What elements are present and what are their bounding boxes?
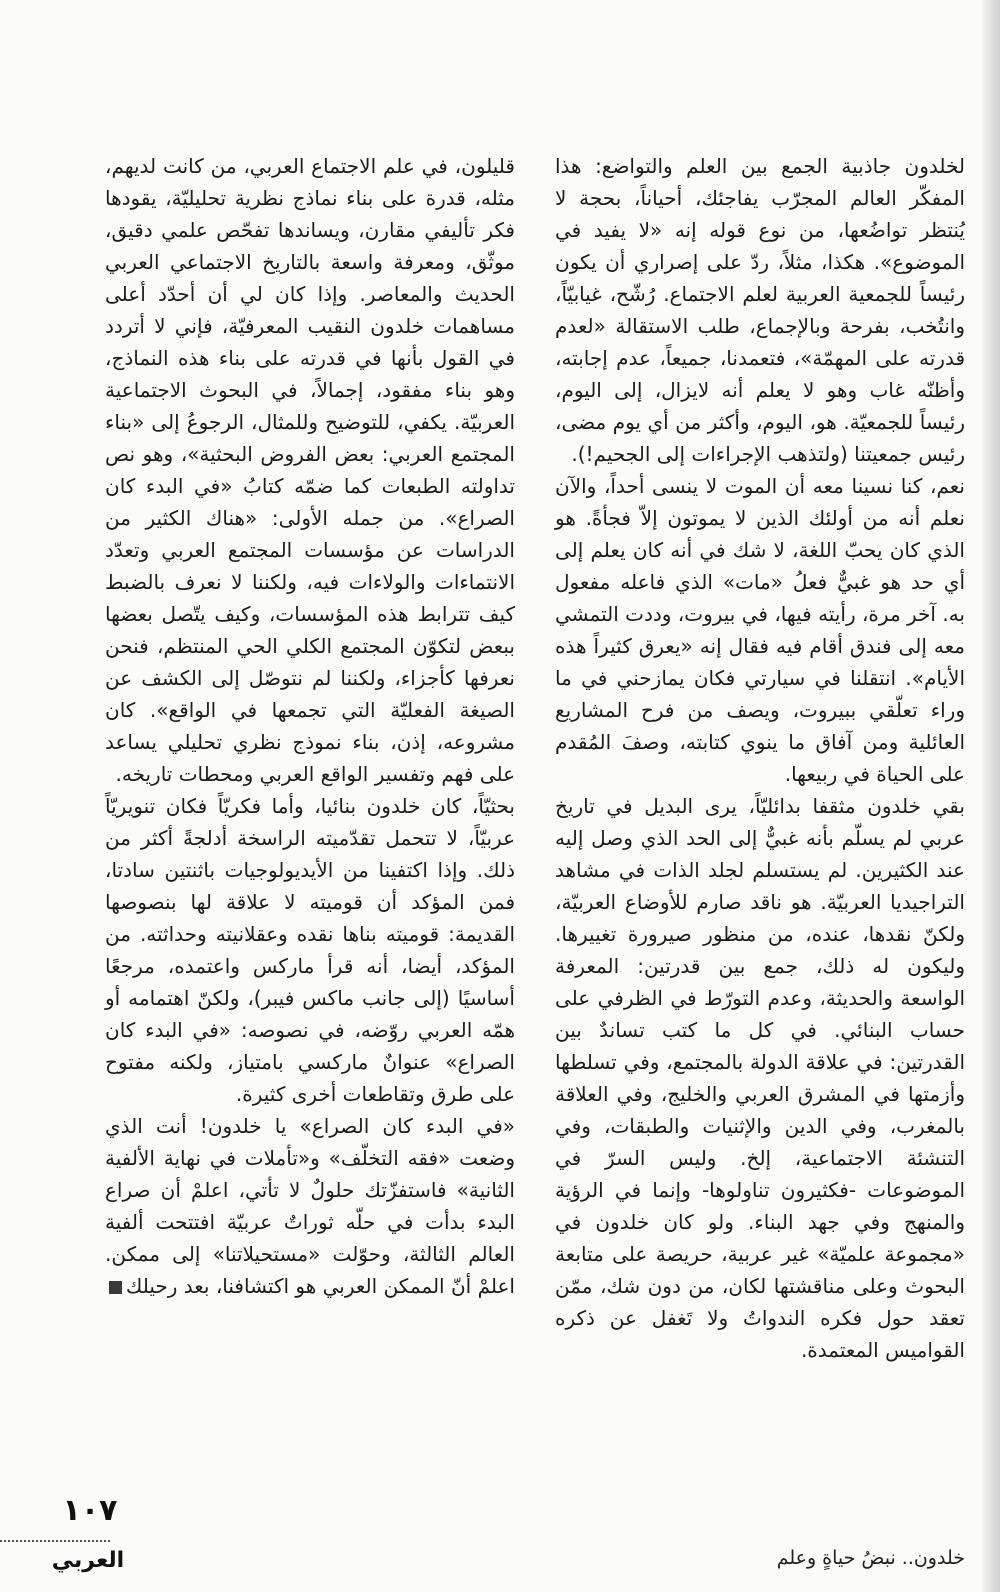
paragraph-final-text: «في البدء كان الصراع» يا خلدون! أنت الذي وضعت «فقه التخلّف» و«تأملات في نهاية الألفية الثانية» فاستفزّتك حلولٌ لا تأتي، اعلمْ أن صراع البدء بدأت في حلّه ثوراتٌ عربيّة افتتحت ألفية العالم الثالثة، وحوّلت «مستحيلاتنا» إلى ممكن. اعلمْ أنّ الممكن العربي هو اكتشافنا، بعد رحيلك [105,1114,515,1298]
paragraph: قليلون، في علم الاجتماع العربي، من كانت لديهم، مثله، قدرة على بناء نماذج نظرية تحليليّة، يقودها فكر تأليفي مقارن، ويساندها تفحّص علمي دقيق، موثّق، ومعرفة واسعة بالتاريخ الاجتماعي العربي الحديث والمعاصر. وإذا كان لي أن أحدّد أعلى مساهمات خلدون النقيب المعرفيّة، فإني لا أتردد في القول بأنها في قدرته على بناء هذه النماذج، وهو بناء مفقود، إجمالاً، في البحوث الاجتماعية العربيّة. يكفي، للتوضيح وللمثال، الرجوعُ إلى «بناء المجتمع العربي: بعض الفروض البحثية»، وهو نص تداولته الطبعات كما ضمّه كتابُ «في البدء كان الصراع». من جمله الأولى: «هناك الكثير من الدراسات عن مؤسسات المجتمع العربي وتعدّد الانتماءات والولاءات فيه، ولكننا لا نعرف بالضبط كيف تترابط هذه المؤسسات، وكيف يتّصل بعضها ببعض لتكوّن المجتمع الكلي الحي المنتظم، فنحن نعرفها كأجزاء، ولكننا لم نتوصّل إلى الكشف عن الصيغة الفعليّة التي تجمعها في الواقع». كان مشروعه، إذن، بناء نموذج نظري تحليلي يساعد على فهم وتفسير الواقع العربي ومحطات تاريخه. [105,154,515,786]
paragraph: بحثيّاً، كان خلدون بنائيا، وأما فكريّاً فكان تنويريّاً عربيّاً، لا تتحمل تقدّميته الراسخة أدلجةً أكثر من ذلك. وإذا اكتفينا من الأيديولوجيات باثنتين سادتا، فمن المؤكد أن قوميته لا علاقة لها بنصوصها القديمة: قوميته بناها نقده وعقلانيته وحداثته. من المؤكد، أيضا، أنه قرأ ماركس واعتمده، مرجعًا أساسيًا (إلى جانب ماكس فيبر)، ولكنّ اهتمامه أو همّه العربي روّضه، في نصوصه: «في البدء كان الصراع» عنوانٌ ماركسي بامتياز، ولكنه مفتوح على طرق وتقاطعات أخرى كثيرة. [105,794,515,1106]
paragraph: لخلدون جاذبية الجمع بين العلم والتواضع: هذا المفكّر العالم المجرّب يفاجئك، أحياناً، بحجة لا يُنتظر تواضُعها، من نوع قوله إنه «لا يفيد في الموضوع». هكذا، مثلاً، ردّ على إصراري أن يكون رئيساً للجمعية العربية لعلم الاجتماع. رُشّح، غيابيّاً، وانتُخب، بفرحة وبالإجماع، طلب الاستقالة «لعدم قدرته على المهمّة»، فتعمدنا، جميعاً، عدم إجابته، وأظنّه غاب وهو لا يعلم أنه لايزال، إلى اليوم، رئيساً للجمعيّة. هو، اليوم، وأكثر من أي يوم مضى، رئيس جمعيتنا (ولتذهب الإجراءات إلى الجحيم!). [555,154,965,466]
paragraph: بقي خلدون مثقفا بدائليّاً، يرى البديل في تاريخ عربي لم يسلّم بأنه غبيٌّ إلى الحد الذي وصل إليه عند الكثيرين. لم يستسلم لجلد الذات في مشاهد التراجيديا العربيّة. هو ناقد صارم للأوضاع العربيّة، ولكنّ نقدها، عنده، من منظور صيرورة تغييرها. وليكون له ذلك، جمع بين قدرتين: المعرفة الواسعة والحديثة، وعدم التورّط في الظرفي على حساب البنائي. في كل ما كتب تساندٌ بين القدرتين: في علاقة الدولة بالمجتمع، وفي تسلطها وأزمتها في المشرق العربي والخليج، وفي العلاقة بالمغرب، وفي الدين والإثنيات والطبقات، وفي التنشئة الاجتماعية، إلخ. وليس السرّ في الموضوعات -فكثيرون تناولوها- وإنما في الرؤية والمنهج وفي جهد البناء. ولو كان خلدون في «مجموعة علميّة» غير عربية، حريصة على متابعة البحوث وعلى مناقشتها لكان، من دون شك، ممّن تعقد حول فكره الندواتُ ولا تَغفل عن ذكره القواميس المعتمدة. [555,794,965,1362]
paragraph: نعم، كنا نسينا معه أن الموت لا ينسى أحداً، والآن نعلم أنه من أولئك الذين لا يموتون إلاّ فجأةً. هو الذي كان يحبّ اللغة، لا شك في أنه كان يعلم إلى أي حد هو غبيٌّ فعلُ «مات» الذي فاعله مفعول به. آخر مرة، رأيته فيها، في بيروت، وددت التمشي معه إلى فندق أقام فيه فقال إنه «يعرق كثيراً هذه الأيام». انتقلنا في سيارتي فكان يمازحني في ما وراء تعلّقي ببيروت، ويصف من فرح المشاريع العائلية ومن آفاق ما ينوي كتابته، وصفَ المُقدم على الحياة في ربيعها. [555,474,965,786]
folio [50,1493,130,1528]
folio-dotted-rule [0,1540,110,1544]
magazine-name: العربي [51,1548,125,1573]
running-head: خلدون.. نبضُ حياةٍ وعلم [776,1547,965,1569]
article-column-left [105,150,515,1302]
paragraph-final [105,1110,515,1302]
article-column-right [555,150,965,1366]
end-of-article-square-icon [109,1281,122,1294]
page-number: ١٠٧ [62,1493,118,1528]
page-gutter-shadow [982,0,1000,1592]
